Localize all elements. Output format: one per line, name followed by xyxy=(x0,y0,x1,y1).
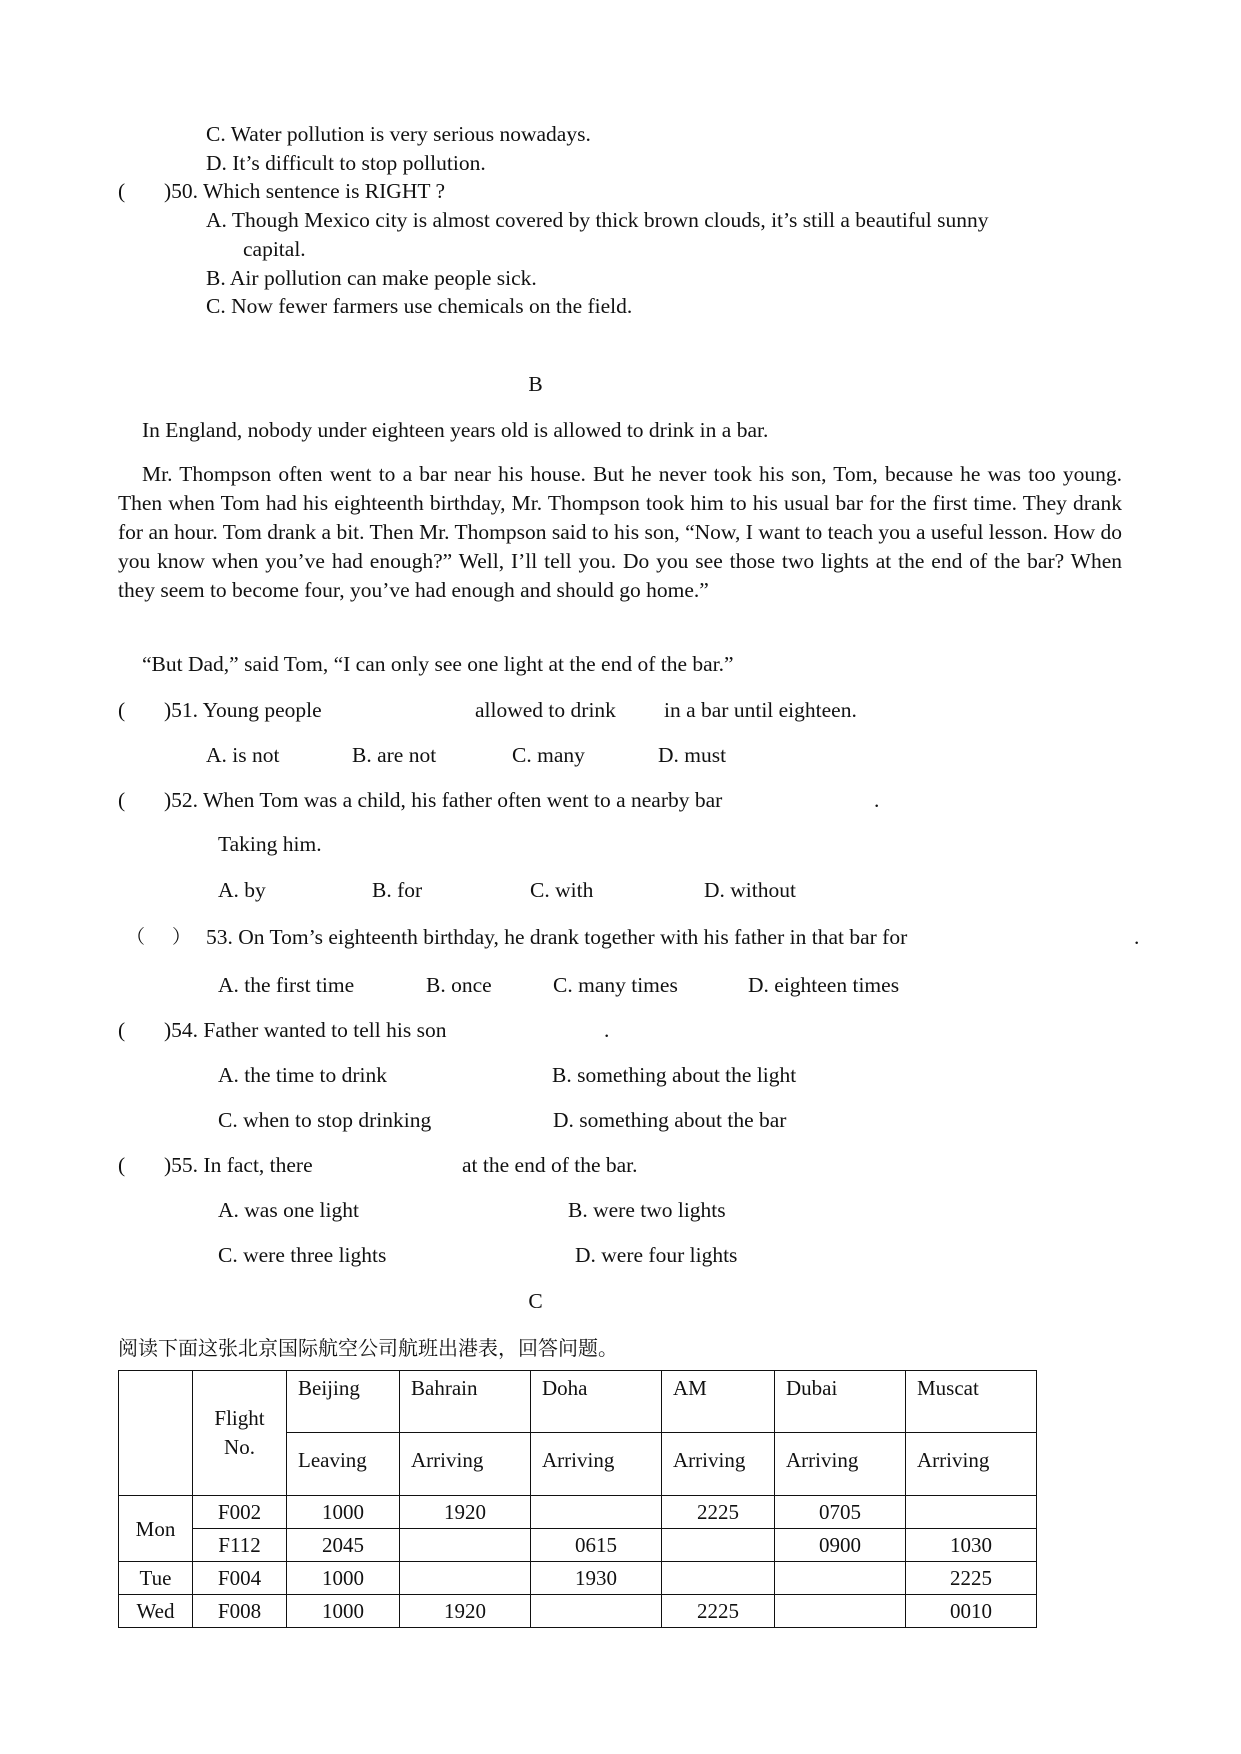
table-header-row-cities xyxy=(119,1371,1037,1433)
q51-option-d: D. must xyxy=(658,743,727,767)
q51-option-a: A. is not xyxy=(206,743,280,767)
answer-paren: ( xyxy=(118,1018,126,1042)
time-cell: 1000 xyxy=(287,1595,400,1628)
city-header: Dubai xyxy=(775,1371,906,1433)
city-header: Bahrain xyxy=(400,1371,531,1433)
question-51-part3: in a bar until eighteen. xyxy=(664,698,857,722)
question-52 xyxy=(118,786,1148,816)
q52-option-b: B. for xyxy=(372,878,423,902)
passage-paragraph-2 xyxy=(118,460,1122,605)
question-55-part2: at the end of the bar. xyxy=(462,1153,638,1177)
question-52-cont: Taking him. xyxy=(218,832,322,856)
status-header: Arriving xyxy=(531,1433,662,1496)
question-53 xyxy=(118,923,1148,953)
passage-paragraph-2-text: Mr. Thompson often went to a bar near his house. But he never took his son, Tom, because he was too young. Then when Tom had his eighteenth birthday, Mr. Thompson took him to his usual bar for the first time. They drank for an hour. Tom drank a bit. Then Mr. Thompson said to his son, “Now, I want to teach you a useful lesson. How do you know when you’ve had enough?” Well, I’ll tell you. Do you see those two lights at the end of the bar? When they seem to become four, you’ve had enough and should go home.” xyxy=(118,462,1122,602)
status-header: Arriving xyxy=(400,1433,531,1496)
question-54-text: )54. Father wanted to tell his son xyxy=(164,1018,447,1042)
city-header: Muscat xyxy=(906,1371,1037,1433)
passage-paragraph-3-text: “But Dad,” said Tom, “I can only see one light at the end of the bar.” xyxy=(142,652,734,676)
flight-no-header-text: Flight No. xyxy=(214,1406,265,1459)
time-cell: 1930 xyxy=(531,1562,662,1595)
time-cell: 0705 xyxy=(775,1496,906,1529)
q50-option-a: A. Though Mexico city is almost covered by thick brown clouds, it’s still a beautiful sunny xyxy=(206,208,989,232)
q55-option-b: B. were two lights xyxy=(568,1198,726,1222)
answer-paren: ( xyxy=(118,698,126,722)
time-cell xyxy=(400,1529,531,1562)
passage-paragraph-1-text: In England, nobody under eighteen years old is allowed to drink in a bar. xyxy=(142,418,769,442)
q53-option-c: C. many times xyxy=(553,973,678,997)
q52-option-a: A. by xyxy=(218,878,266,902)
q51-option-b: B. are not xyxy=(352,743,437,767)
status-header: Arriving xyxy=(662,1433,775,1496)
q52-option-d: D. without xyxy=(704,878,796,902)
time-cell xyxy=(400,1562,531,1595)
section-b-heading: B xyxy=(528,372,543,396)
time-cell: 2045 xyxy=(287,1529,400,1562)
answer-paren-left: （ xyxy=(126,926,146,948)
status-header: Arriving xyxy=(906,1433,1037,1496)
question-54-period: . xyxy=(604,1018,610,1042)
city-header: Beijing xyxy=(287,1371,400,1433)
question-52-period: . xyxy=(874,788,880,812)
q53-option-d: D. eighteen times xyxy=(748,973,900,997)
q50-option-c: C. Now fewer farmers use chemicals on the field. xyxy=(206,294,633,318)
question-54 xyxy=(118,1016,1148,1046)
q49-option-c: C. Water pollution is very serious nowadays. xyxy=(206,122,591,146)
q54-option-a: A. the time to drink xyxy=(218,1063,387,1087)
question-52-text: )52. When Tom was a child, his father often went to a nearby bar xyxy=(164,788,723,812)
q53-option-a: A. the first time xyxy=(218,973,355,997)
question-51-part2: allowed to drink xyxy=(475,698,616,722)
answer-paren: ( xyxy=(118,179,126,203)
time-cell xyxy=(662,1562,775,1595)
time-cell xyxy=(775,1562,906,1595)
question-51-part1: )51. Young people xyxy=(164,698,322,722)
section-c-instruction: 阅读下面这张北京国际航空公司航班出港表，回答问题。 xyxy=(118,1336,618,1360)
time-cell xyxy=(662,1529,775,1562)
time-cell: 1920 xyxy=(400,1595,531,1628)
flight-cell: F002 xyxy=(193,1496,287,1529)
table-row xyxy=(119,1595,1037,1628)
flight-no-header xyxy=(193,1371,287,1496)
q55-option-a: A. was one light xyxy=(218,1198,359,1222)
section-c-heading: C xyxy=(528,1289,543,1313)
question-51 xyxy=(118,696,1148,726)
question-55 xyxy=(118,1151,1148,1181)
time-cell: 1000 xyxy=(287,1496,400,1529)
answer-paren: ( xyxy=(118,1153,126,1177)
day-cell: Tue xyxy=(119,1562,193,1595)
q54-option-d: D. something about the bar xyxy=(553,1108,787,1132)
flight-cell: F112 xyxy=(193,1529,287,1562)
day-cell: Mon xyxy=(119,1496,193,1562)
time-cell: 0010 xyxy=(906,1595,1037,1628)
time-cell: 0900 xyxy=(775,1529,906,1562)
q55-option-d: D. were four lights xyxy=(575,1243,738,1267)
q50-option-b: B. Air pollution can make people sick. xyxy=(206,266,537,290)
q52-option-c: C. with xyxy=(530,878,594,902)
q54-option-b: B. something about the light xyxy=(552,1063,797,1087)
q53-option-b: B. once xyxy=(426,973,492,997)
time-cell: 2225 xyxy=(662,1496,775,1529)
question-50-text: )50. Which sentence is RIGHT ? xyxy=(164,179,446,203)
q51-option-c: C. many xyxy=(512,743,585,767)
time-cell xyxy=(531,1595,662,1628)
time-cell: 2225 xyxy=(906,1562,1037,1595)
city-header: AM xyxy=(662,1371,775,1433)
flight-timetable xyxy=(118,1370,1037,1628)
table-row xyxy=(119,1496,1037,1529)
time-cell: 0615 xyxy=(531,1529,662,1562)
status-header: Arriving xyxy=(775,1433,906,1496)
time-cell: 1030 xyxy=(906,1529,1037,1562)
question-53-period: . xyxy=(1134,925,1140,949)
question-53-text: 53. On Tom’s eighteenth birthday, he drank together with his father in that bar for xyxy=(206,925,908,949)
table-row xyxy=(119,1562,1037,1595)
q50-option-a-cont: capital. xyxy=(243,237,306,261)
status-header: Leaving xyxy=(287,1433,400,1496)
q54-option-c: C. when to stop drinking xyxy=(218,1108,432,1132)
time-cell: 1000 xyxy=(287,1562,400,1595)
time-cell: 1920 xyxy=(400,1496,531,1529)
flight-cell: F004 xyxy=(193,1562,287,1595)
day-cell: Wed xyxy=(119,1595,193,1628)
passage-paragraph-1 xyxy=(118,416,1122,445)
table-corner-cell xyxy=(119,1371,193,1496)
answer-paren: ( xyxy=(118,788,126,812)
question-55-part1: )55. In fact, there xyxy=(164,1153,313,1177)
table-row xyxy=(119,1529,1037,1562)
time-cell: 2225 xyxy=(662,1595,775,1628)
question-50 xyxy=(118,177,1148,207)
city-header: Doha xyxy=(531,1371,662,1433)
time-cell xyxy=(531,1496,662,1529)
answer-paren-right: ） xyxy=(172,926,192,948)
flight-cell: F008 xyxy=(193,1595,287,1628)
q55-option-c: C. were three lights xyxy=(218,1243,387,1267)
time-cell xyxy=(906,1496,1037,1529)
time-cell xyxy=(775,1595,906,1628)
q49-option-d: D. It’s difficult to stop pollution. xyxy=(206,151,486,175)
passage-paragraph-3 xyxy=(118,650,1122,679)
